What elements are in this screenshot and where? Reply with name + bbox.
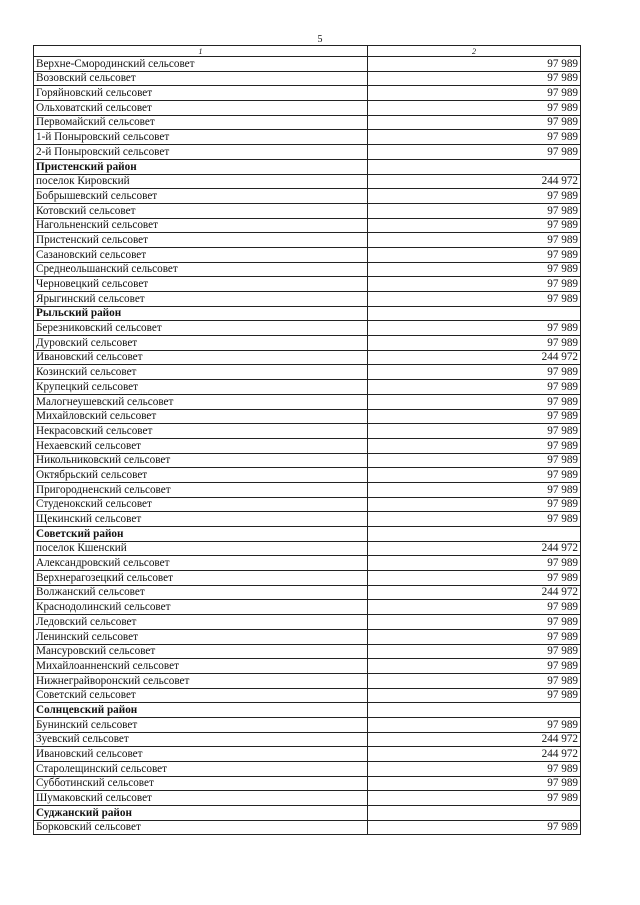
table-row — [34, 453, 581, 468]
table-row — [34, 438, 581, 453]
settlement-name: Сазановский сельсовет — [34, 247, 368, 262]
district-row — [34, 806, 581, 821]
table-row — [34, 424, 581, 439]
table-row — [34, 571, 581, 586]
amount-cell: 97 989 — [368, 776, 581, 791]
amount-cell: 97 989 — [368, 424, 581, 439]
settlement-name: Первомайский сельсовет — [34, 115, 368, 130]
settlement-name: Ивановский сельсовет — [34, 350, 368, 365]
settlement-name: Субботинский сельсовет — [34, 776, 368, 791]
settlement-name: Зуевский сельсовет — [34, 732, 368, 747]
amount-cell: 97 989 — [368, 145, 581, 160]
amount-cell: 97 989 — [368, 468, 581, 483]
table-row — [34, 262, 581, 277]
amount-cell — [368, 159, 581, 174]
amount-cell: 97 989 — [368, 820, 581, 835]
table-row — [34, 820, 581, 835]
amount-cell: 244 972 — [368, 541, 581, 556]
district-name: Рыльский район — [34, 306, 368, 321]
district-row — [34, 159, 581, 174]
amount-cell: 97 989 — [368, 130, 581, 145]
table-row — [34, 145, 581, 160]
settlement-name: Малогнеушевский сельсовет — [34, 394, 368, 409]
table-row — [34, 688, 581, 703]
amount-cell: 97 989 — [368, 556, 581, 571]
table-row — [34, 482, 581, 497]
table-row — [34, 350, 581, 365]
amount-cell: 97 989 — [368, 482, 581, 497]
table-row — [34, 468, 581, 483]
amount-cell: 97 989 — [368, 365, 581, 380]
amount-cell: 97 989 — [368, 791, 581, 806]
settlement-name: Ярыгинский сельсовет — [34, 292, 368, 307]
table-row — [34, 336, 581, 351]
table-row — [34, 600, 581, 615]
settlement-name: Среднеольшанский сельсовет — [34, 262, 368, 277]
settlement-name: Верхне-Смородинский сельсовет — [34, 57, 368, 72]
table-row — [34, 673, 581, 688]
table-row — [34, 321, 581, 336]
district-row — [34, 527, 581, 542]
settlement-name: 2-й Поныровский сельсовет — [34, 145, 368, 160]
settlement-name: Некрасовский сельсовет — [34, 424, 368, 439]
amount-cell: 97 989 — [368, 497, 581, 512]
amount-cell: 97 989 — [368, 277, 581, 292]
settlement-name: Александровский сельсовет — [34, 556, 368, 571]
district-name: Солнцевский район — [34, 703, 368, 718]
settlement-name: Советский сельсовет — [34, 688, 368, 703]
amount-cell: 97 989 — [368, 762, 581, 777]
amount-cell — [368, 703, 581, 718]
amount-cell: 97 989 — [368, 203, 581, 218]
amount-cell: 97 989 — [368, 115, 581, 130]
settlement-name: Возовский сельсовет — [34, 71, 368, 86]
settlement-name: Ивановский сельсовет — [34, 747, 368, 762]
amount-cell: 97 989 — [368, 409, 581, 424]
amount-cell: 97 989 — [368, 189, 581, 204]
table-row — [34, 130, 581, 145]
table-row — [34, 615, 581, 630]
amount-cell: 97 989 — [368, 600, 581, 615]
amount-cell: 97 989 — [368, 615, 581, 630]
table-row — [34, 189, 581, 204]
amount-cell: 97 989 — [368, 292, 581, 307]
amount-cell: 97 989 — [368, 86, 581, 101]
district-name: Советский район — [34, 527, 368, 542]
table-body — [34, 46, 581, 835]
settlement-name: Щекинский сельсовет — [34, 512, 368, 527]
settlement-name: Черновецкий сельсовет — [34, 277, 368, 292]
allocation-table — [33, 45, 581, 835]
amount-cell: 97 989 — [368, 453, 581, 468]
table-row — [34, 233, 581, 248]
table-row — [34, 394, 581, 409]
table-row — [34, 644, 581, 659]
table-row — [34, 629, 581, 644]
table-row — [34, 365, 581, 380]
table-row — [34, 115, 581, 130]
amount-cell: 244 972 — [368, 174, 581, 189]
district-row — [34, 703, 581, 718]
amount-cell: 97 989 — [368, 380, 581, 395]
table-row — [34, 497, 581, 512]
table-row — [34, 732, 581, 747]
amount-cell: 97 989 — [368, 673, 581, 688]
table-row — [34, 409, 581, 424]
settlement-name: Волжанский сельсовет — [34, 585, 368, 600]
settlement-name: Козинский сельсовет — [34, 365, 368, 380]
column-header-1: 1 — [34, 46, 368, 57]
amount-cell — [368, 806, 581, 821]
settlement-name: Борковский сельсовет — [34, 820, 368, 835]
table-row — [34, 101, 581, 116]
settlement-name: Октябрьский сельсовет — [34, 468, 368, 483]
amount-cell — [368, 527, 581, 542]
table-row — [34, 512, 581, 527]
settlement-name: Пригородненский сельсовет — [34, 482, 368, 497]
table-row — [34, 659, 581, 674]
amount-cell: 244 972 — [368, 732, 581, 747]
district-name: Пристенский район — [34, 159, 368, 174]
district-name: Суджанский район — [34, 806, 368, 821]
settlement-name: Верхнерагозецкий сельсовет — [34, 571, 368, 586]
table-row — [34, 556, 581, 571]
table-row — [34, 292, 581, 307]
table-row — [34, 776, 581, 791]
table-row — [34, 380, 581, 395]
settlement-name: Нижнеграйворонский сельсовет — [34, 673, 368, 688]
table-row — [34, 57, 581, 72]
amount-cell: 97 989 — [368, 659, 581, 674]
amount-cell: 97 989 — [368, 629, 581, 644]
page-number: 5 — [317, 34, 323, 45]
settlement-name: поселок Кшенский — [34, 541, 368, 556]
settlement-name: Старолещинский сельсовет — [34, 762, 368, 777]
settlement-name: Ледовский сельсовет — [34, 615, 368, 630]
amount-cell — [368, 306, 581, 321]
table-row — [34, 277, 581, 292]
settlement-name: 1-й Поныровский сельсовет — [34, 130, 368, 145]
amount-cell: 97 989 — [368, 336, 581, 351]
settlement-name: Нехаевский сельсовет — [34, 438, 368, 453]
table-row — [34, 71, 581, 86]
settlement-name: поселок Кировский — [34, 174, 368, 189]
settlement-name: Крупецкий сельсовет — [34, 380, 368, 395]
settlement-name: Нагольненский сельсовет — [34, 218, 368, 233]
amount-cell: 97 989 — [368, 321, 581, 336]
settlement-name: Никольниковский сельсовет — [34, 453, 368, 468]
settlement-name: Ленинский сельсовет — [34, 629, 368, 644]
table-row — [34, 203, 581, 218]
settlement-name: Краснодолинский сельсовет — [34, 600, 368, 615]
settlement-name: Горяйновский сельсовет — [34, 86, 368, 101]
settlement-name: Пристенский сельсовет — [34, 233, 368, 248]
column-header-2: 2 — [368, 46, 581, 57]
settlement-name: Мансуровский сельсовет — [34, 644, 368, 659]
settlement-name: Бобрышевский сельсовет — [34, 189, 368, 204]
amount-cell: 244 972 — [368, 585, 581, 600]
amount-cell: 97 989 — [368, 644, 581, 659]
amount-cell: 97 989 — [368, 218, 581, 233]
table-row — [34, 717, 581, 732]
table-row — [34, 174, 581, 189]
amount-cell: 97 989 — [368, 438, 581, 453]
table-row — [34, 791, 581, 806]
settlement-name: Дуровский сельсовет — [34, 336, 368, 351]
amount-cell: 97 989 — [368, 512, 581, 527]
settlement-name: Шумаковский сельсовет — [34, 791, 368, 806]
table-row — [34, 218, 581, 233]
settlement-name: Котовский сельсовет — [34, 203, 368, 218]
amount-cell: 97 989 — [368, 233, 581, 248]
settlement-name: Михайлоанненский сельсовет — [34, 659, 368, 674]
settlement-name: Ольховатский сельсовет — [34, 101, 368, 116]
amount-cell: 97 989 — [368, 571, 581, 586]
amount-cell: 97 989 — [368, 717, 581, 732]
settlement-name: Бунинский сельсовет — [34, 717, 368, 732]
table-row — [34, 747, 581, 762]
table-row — [34, 541, 581, 556]
amount-cell: 97 989 — [368, 262, 581, 277]
amount-cell: 97 989 — [368, 688, 581, 703]
settlement-name: Студенокский сельсовет — [34, 497, 368, 512]
settlement-name: Березниковский сельсовет — [34, 321, 368, 336]
amount-cell: 244 972 — [368, 350, 581, 365]
district-row — [34, 306, 581, 321]
table-row — [34, 585, 581, 600]
amount-cell: 97 989 — [368, 71, 581, 86]
amount-cell: 244 972 — [368, 747, 581, 762]
table-header-row — [34, 46, 581, 57]
amount-cell: 97 989 — [368, 394, 581, 409]
table-row — [34, 762, 581, 777]
settlement-name: Михайловский сельсовет — [34, 409, 368, 424]
table-row — [34, 86, 581, 101]
amount-cell: 97 989 — [368, 57, 581, 72]
table-row — [34, 247, 581, 262]
amount-cell: 97 989 — [368, 247, 581, 262]
amount-cell: 97 989 — [368, 101, 581, 116]
